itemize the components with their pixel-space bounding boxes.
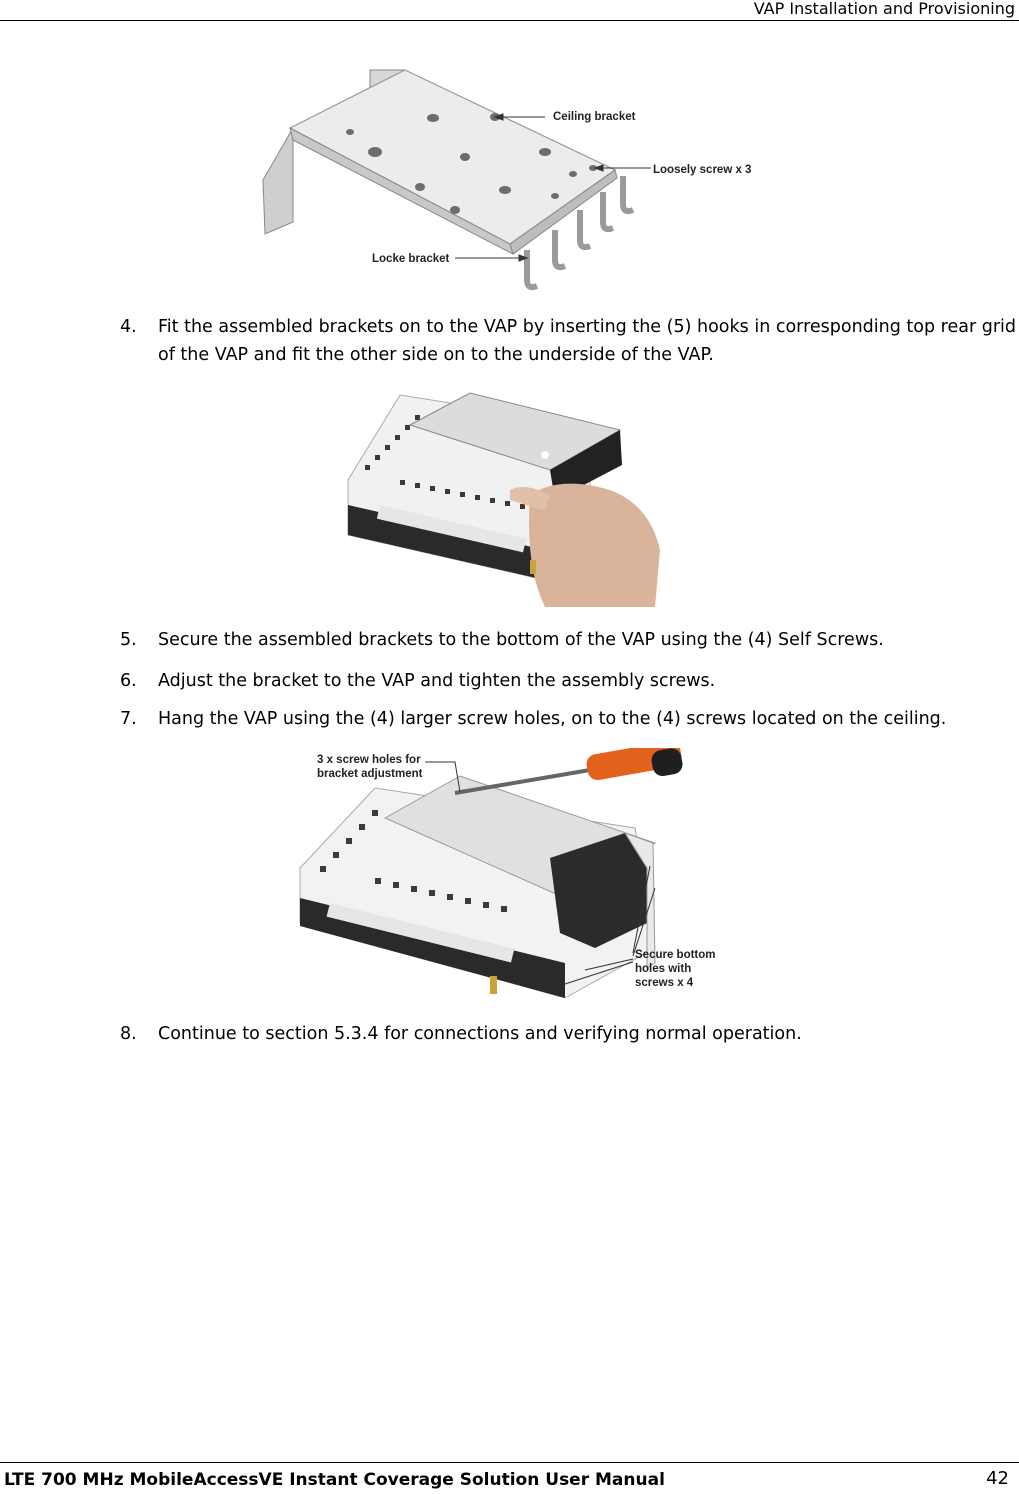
page-number: 42 <box>986 1468 1009 1489</box>
step-number: 7. <box>120 709 137 729</box>
footer-manual-title: LTE 700 MHz MobileAccessVE Instant Coverage Solution User Manual <box>4 1470 665 1490</box>
page-header-title: VAP Installation and Provisioning <box>753 0 1015 18</box>
screw-holes-label <box>317 753 422 781</box>
locke-bracket-label: Locke bracket <box>372 253 450 265</box>
step-number: 4. <box>120 317 137 337</box>
step-number: 5. <box>120 630 137 650</box>
vap-bracket-fitting-photo <box>340 385 675 607</box>
footer-rule <box>0 1462 1019 1463</box>
secure-label-line2: holes with <box>635 963 692 975</box>
bracket-assembly-figure <box>255 62 775 298</box>
screw-holes-label-line2: bracket adjustment <box>317 768 423 780</box>
step-text: Continue to section 5.3.4 for connections and verifying normal operation. <box>158 1024 802 1044</box>
loosely-screw-label: Loosely screw x 3 <box>653 164 752 176</box>
secure-bottom-holes-label <box>635 948 716 990</box>
step-number: 6. <box>120 671 137 691</box>
step-text: Hang the VAP using the (4) larger screw holes, on to the (4) screws located on the ceiling. <box>158 709 947 729</box>
header-rule <box>0 20 1019 21</box>
step-text: Secure the assembled brackets to the bottom of the VAP using the (4) Self Screws. <box>158 630 884 650</box>
step-number: 8. <box>120 1024 137 1044</box>
step-text: Adjust the bracket to the VAP and tighten the assembly screws. <box>158 671 716 691</box>
step-text: Fit the assembled brackets on to the VAP by inserting the (5) hooks in corresponding top rear grid of the VAP and fit the other side on to the underside of the VAP. <box>158 317 1016 365</box>
screw-holes-label-line1: 3 x screw holes for <box>317 754 421 766</box>
secure-label-line1: Secure bottom <box>635 949 716 961</box>
secure-label-line3: screws x 4 <box>635 977 694 989</box>
ceiling-bracket-label: Ceiling bracket <box>553 111 636 123</box>
